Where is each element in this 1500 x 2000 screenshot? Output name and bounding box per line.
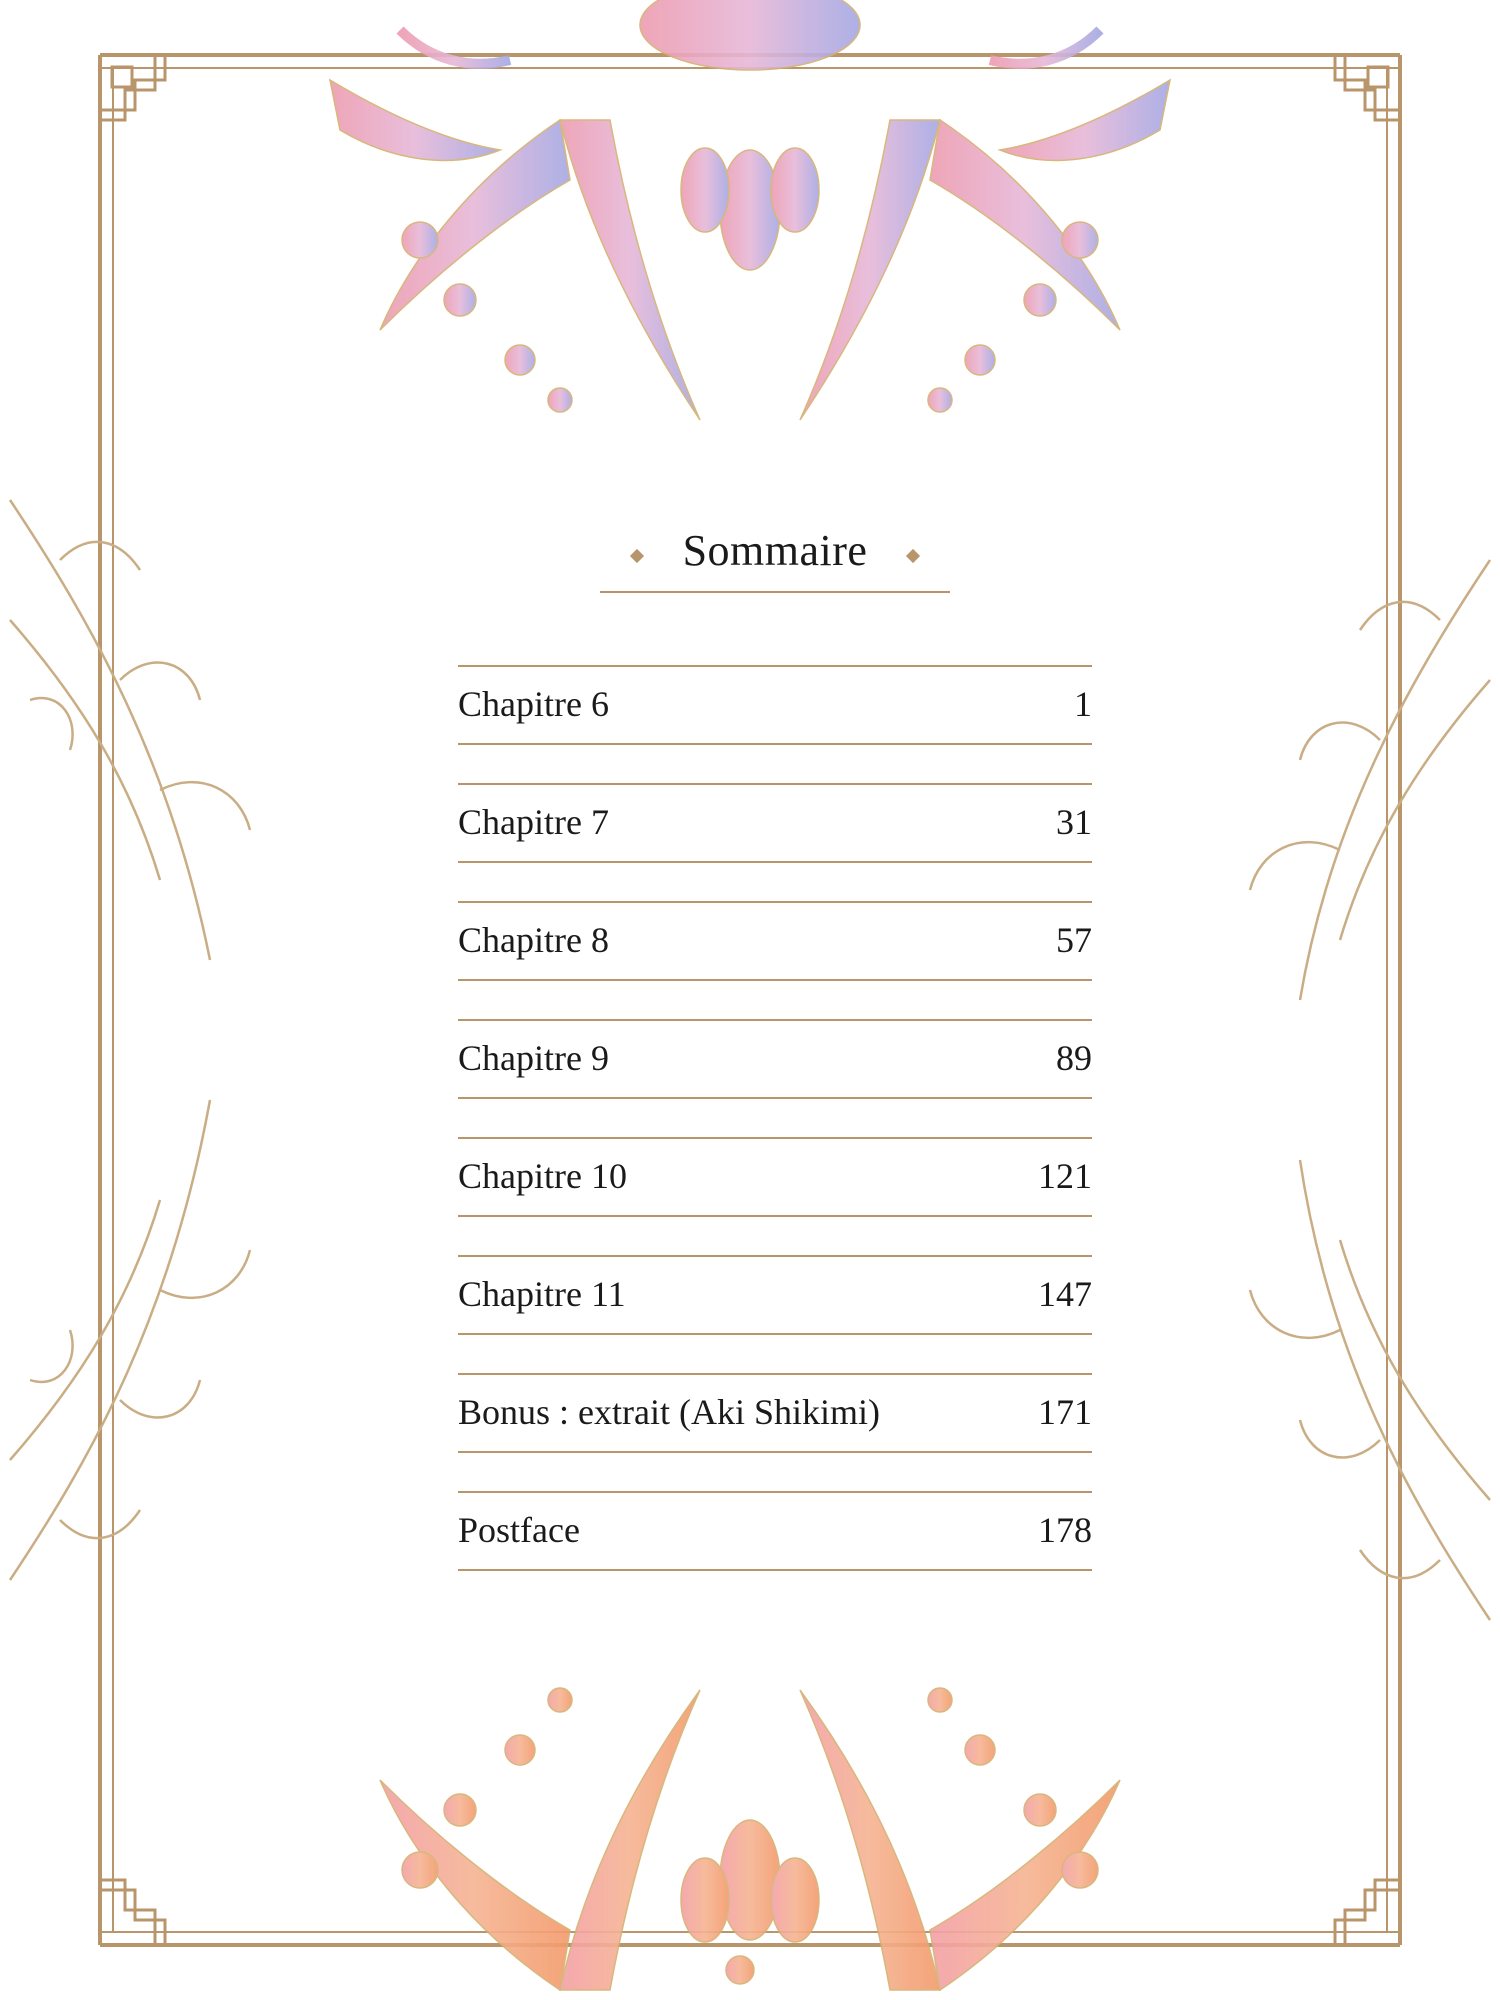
corner-ornament-top-right [1335,55,1400,120]
top-floral-ornament [330,0,1170,420]
title-underline [600,591,950,593]
title-block [600,525,950,595]
toc-row-chapitre-8[interactable] [458,901,1092,981]
toc-row-postface[interactable] [458,1491,1092,1571]
toc-page-number: 57 [1056,920,1092,960]
toc-row-chapitre-7[interactable] [458,783,1092,863]
toc-label: Chapitre 8 [458,920,609,960]
corner-ornament-bottom-left [100,1880,165,1945]
border-lines [100,55,1400,1945]
toc-label: Chapitre 6 [458,684,609,724]
right-side-ornament [1250,560,1490,1620]
toc-page-number: 147 [1038,1274,1092,1314]
toc-page-number: 171 [1038,1392,1092,1432]
toc-page-number: 121 [1038,1156,1092,1196]
toc-label: Bonus : extrait (Aki Shikimi) [458,1392,880,1432]
toc-label: Chapitre 7 [458,802,609,842]
page-title: Sommaire [682,526,868,575]
toc-row-chapitre-9[interactable] [458,1019,1092,1099]
corner-ornament-bottom-right [1335,1880,1400,1945]
toc-page-number: 89 [1056,1038,1092,1078]
toc-label: Postface [458,1510,580,1550]
corner-ornament-top-left [100,55,165,120]
toc-label: Chapitre 9 [458,1038,609,1078]
toc-page-number: 31 [1056,802,1092,842]
left-side-ornament [10,500,250,1580]
toc-label: Chapitre 10 [458,1156,627,1196]
toc-row-chapitre-10[interactable] [458,1137,1092,1217]
toc-row-chapitre-11[interactable] [458,1255,1092,1335]
toc-row-chapitre-6[interactable] [458,665,1092,745]
toc-label: Chapitre 11 [458,1274,626,1314]
toc-row-bonus[interactable] [458,1373,1092,1453]
toc-page-number: 1 [1074,684,1092,724]
toc-page-number: 178 [1038,1510,1092,1550]
